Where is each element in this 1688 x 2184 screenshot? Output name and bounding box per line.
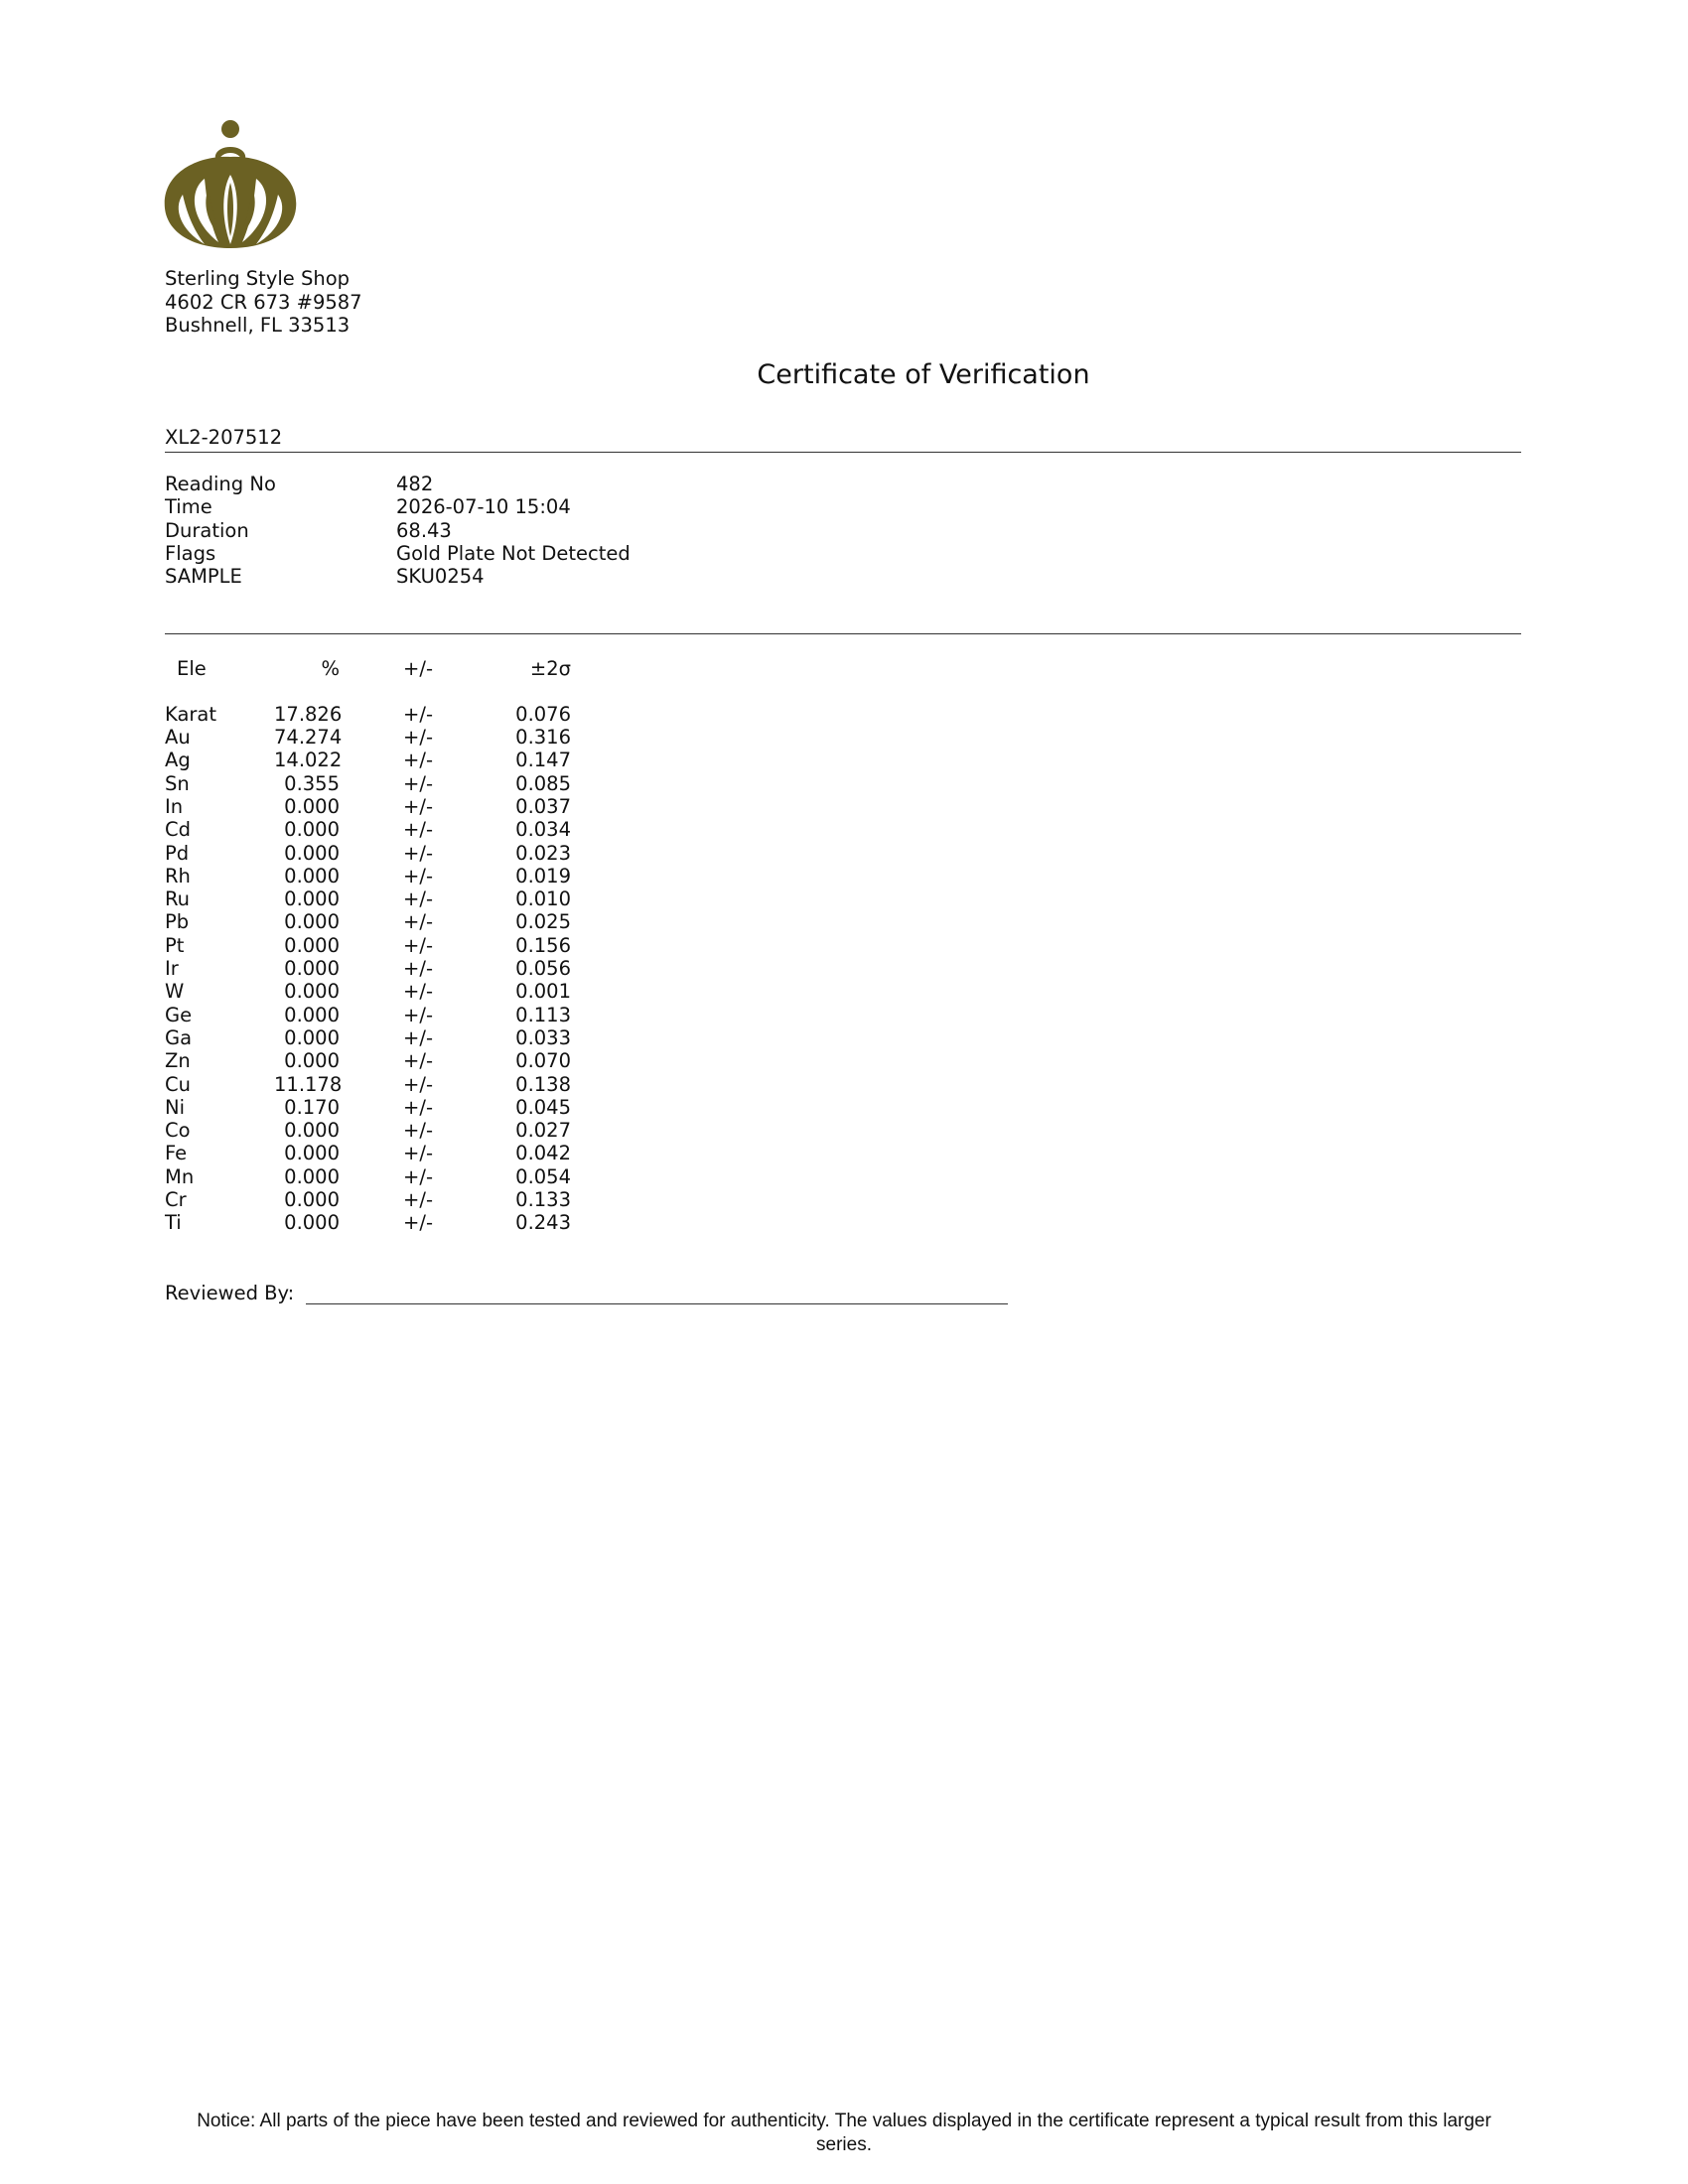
cell-plusminus: +/-: [403, 957, 433, 981]
cell-plusminus: +/-: [403, 702, 433, 726]
meta-key: SAMPLE: [165, 565, 242, 589]
table-row: [165, 1211, 571, 1234]
results-body: [165, 703, 571, 1235]
cell-element: Ge: [165, 1003, 193, 1026]
meta-key: Time: [165, 495, 212, 519]
meta-value: 482: [396, 473, 434, 495]
header-percent: %: [321, 657, 340, 680]
cell-sigma: 0.147: [515, 749, 571, 772]
meta-value: 68.43: [396, 518, 452, 542]
cell-sigma: 0.138: [515, 1072, 571, 1096]
cell-element: In: [165, 794, 184, 818]
cell-sigma: 0.019: [515, 864, 571, 887]
meta-key: Duration: [165, 518, 249, 542]
cell-sigma: 0.113: [515, 1003, 571, 1026]
cell-plusminus: +/-: [403, 841, 433, 865]
cell-element: Mn: [165, 1164, 195, 1188]
cell-element: Cd: [165, 818, 191, 842]
table-row: [165, 887, 571, 910]
table-row: [165, 1119, 571, 1142]
cell-percent: 0.000: [284, 933, 340, 957]
header-sigma: ±2σ: [529, 657, 571, 680]
cell-percent: 0.000: [284, 794, 340, 818]
cell-element: Zn: [165, 1049, 191, 1073]
cell-element: Ru: [165, 887, 191, 911]
table-row: [165, 1142, 571, 1164]
reviewed-by-label: Reviewed By:: [165, 1282, 295, 1304]
table-row: [165, 934, 571, 957]
cell-percent: 0.000: [284, 910, 340, 934]
cell-percent: 0.000: [284, 887, 340, 911]
table-row: [165, 703, 571, 726]
cell-plusminus: +/-: [403, 771, 433, 795]
cell-percent: 0.000: [284, 1142, 340, 1165]
meta-row-reading-no: [165, 473, 631, 495]
header-plusminus: +/-: [403, 657, 433, 680]
cell-percent: 0.000: [284, 1211, 340, 1235]
cell-sigma: 0.156: [515, 933, 571, 957]
table-row: [165, 1165, 571, 1188]
table-row: [165, 1004, 571, 1026]
cell-percent: 0.000: [284, 864, 340, 887]
cell-percent: 0.000: [284, 1049, 340, 1073]
cell-element: Ga: [165, 1025, 193, 1049]
cell-plusminus: +/-: [403, 1095, 433, 1119]
cell-plusminus: +/-: [403, 1072, 433, 1096]
certificate-id: XL2-207512: [165, 426, 283, 449]
cell-percent: 17.826: [274, 702, 343, 726]
cell-percent: 0.000: [284, 1188, 340, 1212]
cell-plusminus: +/-: [403, 910, 433, 934]
cell-plusminus: +/-: [403, 726, 433, 750]
table-row: [165, 865, 571, 887]
table-row: [165, 749, 571, 771]
table-row: [165, 842, 571, 865]
cell-sigma: 0.010: [515, 887, 571, 911]
cell-plusminus: +/-: [403, 1211, 433, 1235]
cell-element: Co: [165, 1119, 191, 1143]
cell-sigma: 0.033: [515, 1025, 571, 1049]
cell-sigma: 0.070: [515, 1049, 571, 1073]
cell-plusminus: +/-: [403, 1003, 433, 1026]
cell-plusminus: +/-: [403, 1119, 433, 1143]
table-row: [165, 818, 571, 841]
shop-street: 4602 CR 673 #9587: [165, 290, 362, 314]
meta-row-time: [165, 495, 631, 518]
company-logo: [161, 117, 300, 248]
cell-percent: 11.178: [274, 1072, 343, 1096]
cell-percent: 74.274: [274, 726, 343, 750]
cell-sigma: 0.085: [515, 771, 571, 795]
cell-element: Au: [165, 726, 191, 750]
cell-plusminus: +/-: [403, 980, 433, 1004]
cell-sigma: 0.023: [515, 841, 571, 865]
cell-plusminus: +/-: [403, 794, 433, 818]
cell-element: Fe: [165, 1142, 188, 1165]
cell-plusminus: +/-: [403, 1049, 433, 1073]
cell-plusminus: +/-: [403, 1188, 433, 1212]
cell-element: Cr: [165, 1188, 187, 1212]
cell-element: Cu: [165, 1072, 191, 1096]
cell-element: Pb: [165, 910, 190, 934]
meta-key: Reading No: [165, 473, 276, 495]
header-element: Ele: [177, 657, 207, 680]
results-header-row: [165, 657, 571, 680]
cell-sigma: 0.027: [515, 1119, 571, 1143]
table-row: [165, 1073, 571, 1096]
cell-plusminus: +/-: [403, 749, 433, 772]
divider: [165, 452, 1521, 453]
cell-sigma: 0.316: [515, 726, 571, 750]
cell-percent: 0.000: [284, 841, 340, 865]
cell-plusminus: +/-: [403, 887, 433, 911]
shop-name: Sterling Style Shop: [165, 267, 351, 290]
cell-percent: 14.022: [274, 749, 343, 772]
table-row: [165, 1049, 571, 1072]
cell-percent: 0.000: [284, 1003, 340, 1026]
cell-plusminus: +/-: [403, 1142, 433, 1165]
reviewed-by: [165, 1282, 1008, 1304]
cell-element: Pt: [165, 933, 185, 957]
cell-element: Karat: [165, 702, 217, 726]
cell-sigma: 0.054: [515, 1164, 571, 1188]
table-row: [165, 980, 571, 1003]
cell-sigma: 0.037: [515, 794, 571, 818]
table-row: [165, 772, 571, 795]
cell-percent: 0.170: [284, 1095, 340, 1119]
shop-address: [165, 267, 362, 338]
cell-sigma: 0.243: [515, 1211, 571, 1235]
cell-element: Pd: [165, 841, 190, 865]
table-row: [165, 1188, 571, 1211]
reading-meta: [165, 473, 631, 588]
cell-sigma: 0.045: [515, 1095, 571, 1119]
cell-sigma: 0.034: [515, 818, 571, 842]
cell-percent: 0.000: [284, 1025, 340, 1049]
meta-row-duration: [165, 519, 631, 542]
cell-percent: 0.000: [284, 1164, 340, 1188]
notice-text: Notice: All parts of the piece have been tested and reviewed for authenticity. The values displayed in the certificate represent a typical result from this larger series.: [197, 2111, 1491, 2155]
meta-value: Gold Plate Not Detected: [396, 541, 631, 565]
table-row: [165, 795, 571, 818]
shop-city: Bushnell, FL 33513: [165, 314, 351, 337]
meta-value: SKU0254: [396, 565, 485, 589]
results-table: [165, 657, 571, 1235]
table-row: [165, 910, 571, 933]
cell-percent: 0.000: [284, 980, 340, 1004]
cell-sigma: 0.076: [515, 702, 571, 726]
cell-plusminus: +/-: [403, 818, 433, 842]
divider: [165, 633, 1521, 634]
cell-plusminus: +/-: [403, 864, 433, 887]
cell-plusminus: +/-: [403, 1164, 433, 1188]
page-title: Certificate of Verification: [757, 359, 1090, 390]
cell-plusminus: +/-: [403, 1025, 433, 1049]
cell-element: Rh: [165, 864, 191, 887]
meta-value: 2026-07-10 15:04: [396, 495, 571, 519]
table-row: [165, 726, 571, 749]
cell-percent: 0.000: [284, 957, 340, 981]
cell-element: Sn: [165, 771, 190, 795]
cell-sigma: 0.025: [515, 910, 571, 934]
signature-line: [306, 1286, 1008, 1304]
cell-element: Ir: [165, 957, 179, 981]
cell-element: Ni: [165, 1095, 186, 1119]
meta-row-sample: [165, 565, 631, 588]
table-row: [165, 957, 571, 980]
cell-percent: 0.355: [284, 771, 340, 795]
table-row: [165, 1096, 571, 1119]
lotus-logo-icon: [161, 117, 300, 248]
cell-sigma: 0.133: [515, 1188, 571, 1212]
cell-element: W: [165, 980, 185, 1004]
cell-percent: 0.000: [284, 1119, 340, 1143]
meta-row-flags: [165, 542, 631, 565]
cell-sigma: 0.056: [515, 957, 571, 981]
cell-sigma: 0.042: [515, 1142, 571, 1165]
cell-sigma: 0.001: [515, 980, 571, 1004]
meta-key: Flags: [165, 541, 216, 565]
cell-percent: 0.000: [284, 818, 340, 842]
cell-element: Ti: [165, 1211, 182, 1235]
cell-element: Ag: [165, 749, 191, 772]
cell-plusminus: +/-: [403, 933, 433, 957]
table-row: [165, 1026, 571, 1049]
